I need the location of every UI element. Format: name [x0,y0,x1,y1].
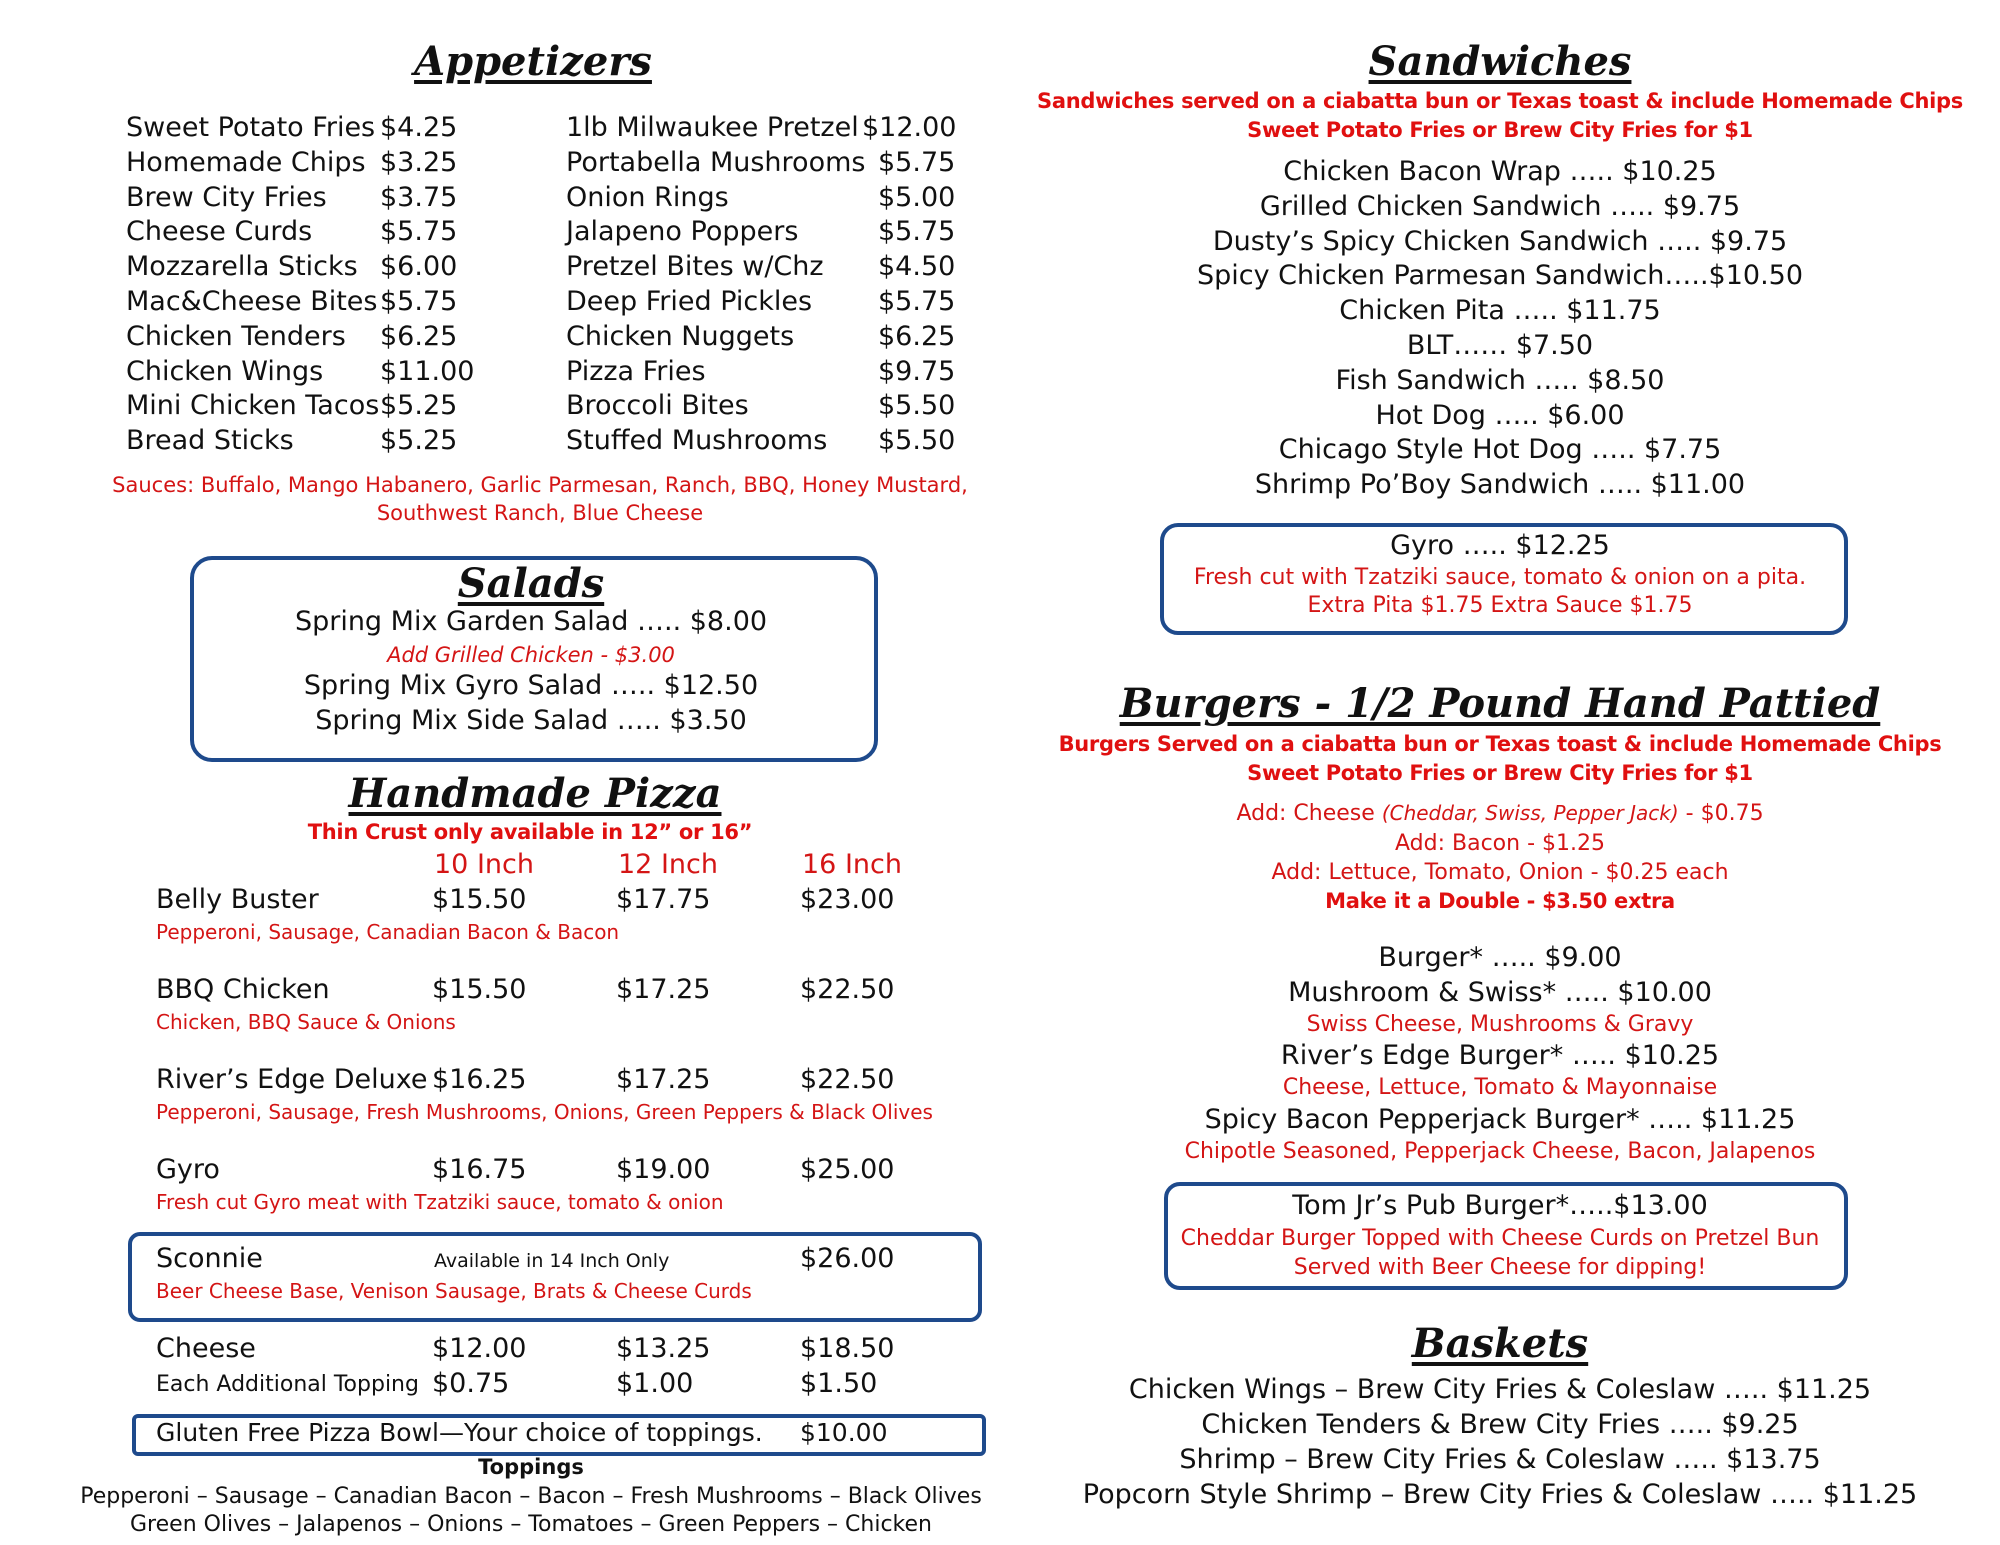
burger-addon-cheese [1236,801,1763,826]
pizza-description: Beer Cheese Base, Venison Sausage, Brats & Cheese Curds [156,1279,752,1303]
salad-item: Spring Mix Side Salad ….. $3.50 [315,705,747,736]
sandwich-item: Fish Sandwich ….. $8.50 [1335,364,1665,396]
appetizer-price: $4.25 [380,112,458,143]
gluten-free-text: Gluten Free Pizza Bowl—Your choice of toppings. [156,1418,763,1447]
pizza-price: $16.25 [432,1064,527,1095]
appetizer-name: Pizza Fries [566,355,706,387]
appetizer-price: $4.50 [878,251,956,283]
size-header-10: 10 Inch [434,849,534,880]
pizza-price: $17.25 [616,1064,711,1095]
appetizer-price: $3.25 [380,146,458,178]
appetizer-price: $5.25 [380,390,458,422]
size-header-16: 16 Inch [802,849,902,880]
sconnie-availability: Available in 14 Inch Only [434,1250,670,1272]
pizza-price: $25.00 [800,1154,895,1185]
appetizer-name: Onion Rings [566,181,729,213]
burger-description: Swiss Cheese, Mushrooms & Gravy [1306,1012,1694,1037]
addon-text: Add: Cheese [1236,801,1382,826]
sauces-line-2: Southwest Ranch, Blue Cheese [376,501,704,525]
appetizer-price: $11.00 [380,355,475,387]
pizza-price: $26.00 [800,1243,895,1274]
pizza-price: $22.50 [800,1064,895,1095]
pizza-name: Cheese [156,1333,256,1364]
pizza-price: $17.25 [616,974,711,1005]
sandwich-item: Chicken Pita ….. $11.75 [1339,295,1661,327]
pizza-price: $19.00 [616,1154,711,1185]
pizza-price: $0.75 [432,1368,510,1399]
appetizer-price: $6.00 [380,251,458,283]
appetizer-price: $12.00 [862,112,957,143]
sandwich-item: Spicy Chicken Parmesan Sandwich…..$10.50 [1196,260,1804,292]
burger-double: Make it a Double - $3.50 extra [1325,889,1675,913]
pizza-price: $1.00 [616,1368,694,1399]
appetizer-price: $6.25 [878,320,956,352]
sandwich-item: Shrimp Po’Boy Sandwich ….. $11.00 [1254,469,1746,501]
toppings-heading: Toppings [478,1455,584,1479]
pizza-price: $22.50 [800,974,895,1005]
burger-addon-veg: Add: Lettuce, Tomato, Onion - $0.25 each [1271,860,1729,885]
sandwiches-note-2: Sweet Potato Fries or Brew City Fries for $1 [1247,118,1753,142]
burger-description: Chipotle Seasoned, Pepperjack Cheese, Bacon, Jalapenos [1184,1139,1816,1164]
burger-addon-bacon: Add: Bacon - $1.25 [1395,831,1605,856]
appetizer-price: $5.75 [878,146,956,178]
pizza-heading: Handmade Pizza [348,770,722,817]
sandwich-item: Dusty’s Spicy Chicken Sandwich ….. $9.75 [1212,225,1788,257]
appetizer-price: $5.25 [380,425,458,457]
sandwiches-note-1: Sandwiches served on a ciabatta bun or Texas toast & include Homemade Chips [1037,89,1963,113]
pizza-price: $17.75 [616,884,711,915]
pub-burger-title: Tom Jr’s Pub Burger*…..$13.00 [1292,1190,1708,1221]
burgers-note-2: Sweet Potato Fries or Brew City Fries for $1 [1247,761,1753,785]
salad-addon: Add Grilled Chicken - $3.00 [387,643,675,667]
appetizer-name: 1lb Milwaukee Pretzel [566,112,859,143]
size-header-12: 12 Inch [618,849,718,880]
pizza-price: $12.00 [432,1333,527,1364]
pizza-description: Chicken, BBQ Sauce & Onions [156,1010,456,1034]
pizza-price: $15.50 [432,884,527,915]
burger-item: River’s Edge Burger* ….. $10.25 [1280,1040,1720,1071]
sandwiches-heading: Sandwiches [1368,38,1632,85]
pizza-price: $13.25 [616,1333,711,1364]
pizza-price: $15.50 [432,974,527,1005]
appetizer-name: Jalapeno Poppers [566,216,799,248]
sandwich-item: BLT…… $7.50 [1406,330,1594,361]
appetizer-price: $5.75 [380,286,458,317]
pizza-price: $23.00 [800,884,895,915]
burger-item: Burger* ….. $9.00 [1378,942,1622,973]
pizza-price: $18.50 [800,1333,895,1364]
pizza-name: River’s Edge Deluxe [156,1064,428,1095]
burgers-heading: Burgers - 1/2 Pound Hand Pattied [1119,680,1881,727]
appetizer-price: $3.75 [380,181,458,213]
appetizer-name: Bread Sticks [126,425,294,457]
basket-item: Chicken Wings – Brew City Fries & Coleslaw ….. $11.25 [1128,1374,1872,1405]
gyro-desc-2: Extra Pita $1.75 Extra Sauce $1.75 [1307,593,1693,618]
toppings-line-2: Green Olives – Jalapenos – Onions – Tomatoes – Green Peppers – Chicken [130,1512,932,1537]
salads-heading: Salads [457,560,605,607]
appetizer-name: Chicken Tenders [126,320,346,352]
pub-burger-desc-2: Served with Beer Cheese for dipping! [1293,1255,1707,1280]
pizza-price: $1.50 [800,1368,878,1399]
appetizer-name: Broccoli Bites [566,390,749,422]
appetizer-name: Mac&Cheese Bites [126,286,378,317]
topping-label: Each Additional Topping [156,1372,419,1397]
appetizer-name: Sweet Potato Fries [126,112,376,143]
basket-item: Shrimp – Brew City Fries & Coleslaw ….. $13.75 [1179,1444,1821,1475]
burgers-note-1: Burgers Served on a ciabatta bun or Texas toast & include Homemade Chips [1058,732,1942,756]
pizza-description: Pepperoni, Sausage, Fresh Mushrooms, Onions, Green Peppers & Black Olives [156,1100,933,1124]
appetizers-heading: Appetizers [414,38,652,85]
addon-price: - $0.75 [1678,801,1764,826]
pizza-name: Gyro [156,1154,220,1185]
basket-item: Chicken Tenders & Brew City Fries ….. $9.25 [1201,1409,1799,1440]
appetizer-name: Deep Fried Pickles [566,286,813,317]
appetizer-price: $5.75 [878,216,956,248]
pizza-name: BBQ Chicken [156,974,330,1005]
pizza-description: Pepperoni, Sausage, Canadian Bacon & Bacon [156,920,620,944]
appetizer-name: Stuffed Mushrooms [566,425,828,457]
appetizer-name: Mini Chicken Tacos [126,390,380,422]
pizza-thin-crust-note: Thin Crust only available in 12” or 16” [307,820,753,844]
pizza-name: Belly Buster [156,884,319,915]
burger-item: Spicy Bacon Pepperjack Burger* ….. $11.25 [1204,1104,1796,1135]
pizza-description: Fresh cut Gyro meat with Tzatziki sauce, tomato & onion [156,1190,724,1214]
sandwich-item: Hot Dog ….. $6.00 [1375,399,1625,431]
appetizer-name: Homemade Chips [126,146,366,178]
gyro-desc-1: Fresh cut with Tzatziki sauce, tomato & onion on a pita. [1193,565,1807,590]
appetizer-name: Pretzel Bites w/Chz [566,251,824,283]
sandwich-item: Chicago Style Hot Dog ….. $7.75 [1278,434,1722,466]
sandwich-item: Grilled Chicken Sandwich ….. $9.75 [1259,190,1741,222]
appetizer-price: $5.50 [878,390,956,422]
appetizer-name: Portabella Mushrooms [566,146,866,178]
pizza-name: Sconnie [156,1243,263,1274]
burger-description: Cheese, Lettuce, Tomato & Mayonnaise [1282,1075,1718,1100]
appetizer-price: $5.75 [380,216,458,248]
salad-item: Spring Mix Garden Salad ….. $8.00 [294,606,768,637]
sandwich-item: Chicken Bacon Wrap ….. $10.25 [1283,156,1717,187]
gyro-title: Gyro ….. $12.25 [1390,530,1610,561]
appetizer-price: $5.00 [878,181,956,213]
basket-item: Popcorn Style Shrimp – Brew City Fries & Coleslaw ….. $11.25 [1082,1479,1918,1510]
pizza-price: $10.00 [800,1418,888,1447]
pizza-price: $16.75 [432,1154,527,1185]
appetizer-name: Mozzarella Sticks [126,251,358,283]
salad-item: Spring Mix Gyro Salad ….. $12.50 [303,670,759,701]
appetizer-name: Chicken Nuggets [566,320,795,352]
toppings-line-1: Pepperoni – Sausage – Canadian Bacon – Bacon – Fresh Mushrooms – Black Olives [80,1484,982,1509]
addon-cheese-types: (Cheddar, Swiss, Pepper Jack) [1381,801,1679,825]
baskets-heading: Baskets [1411,1320,1589,1367]
appetizer-price: $9.75 [878,355,956,387]
appetizer-name: Brew City Fries [126,181,327,213]
appetizer-price: $6.25 [380,320,458,352]
appetizer-name: Cheese Curds [126,216,313,248]
sauces-line-1: Sauces: Buffalo, Mango Habanero, Garlic Parmesan, Ranch, BBQ, Honey Mustard, [112,473,968,497]
appetizer-name: Chicken Wings [126,355,324,387]
burger-item: Mushroom & Swiss* ….. $10.00 [1288,977,1712,1008]
appetizer-price: $5.50 [878,425,956,457]
appetizer-price: $5.75 [878,286,956,317]
pub-burger-desc-1: Cheddar Burger Topped with Cheese Curds on Pretzel Bun [1180,1226,1820,1251]
